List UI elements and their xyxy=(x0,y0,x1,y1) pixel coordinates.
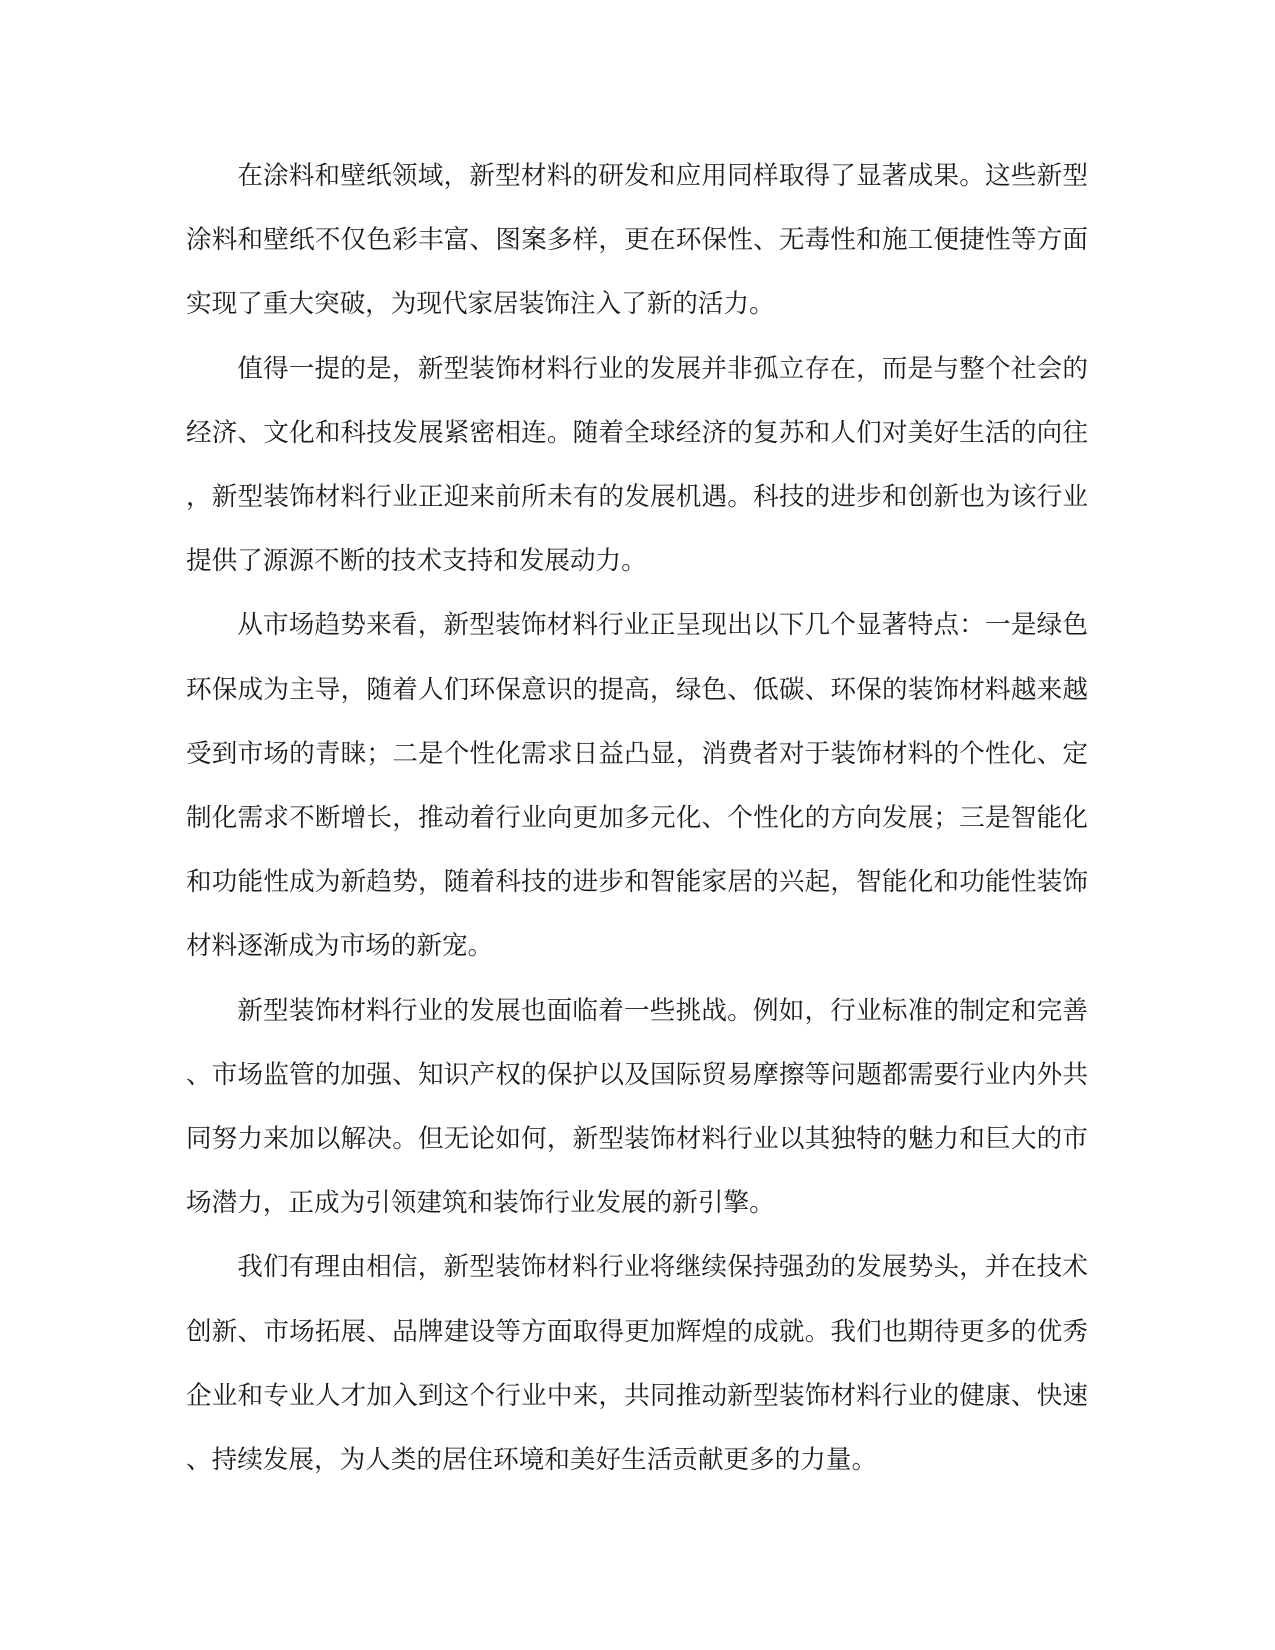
paragraph-coatings-wallpaper: 在涂料和壁纸领域，新型材料的研发和应用同样取得了显著成果。这些新型涂料和壁纸不仅色彩丰富、图案多样，更在环保性、无毒性和施工便捷性等方面实现了重大突破，为现代家居装饰注入了新的活力。 xyxy=(186,162,1088,319)
paragraph-challenges: 新型装饰材料行业的发展也面临着一些挑战。例如，行业标准的制定和完善、市场监管的加强、知识产权的保护以及国际贸易摩擦等问题都需要行业内外共同努力来加以解决。但无论如何，新型装饰材料行业以其独特的魅力和巨大的市场潜力，正成为引领建筑和装饰行业发展的新引擎。 xyxy=(186,996,1088,1218)
paragraph-outlook: 我们有理由相信，新型装饰材料行业将继续保持强劲的发展势头，并在技术创新、市场拓展、品牌建设等方面取得更加辉煌的成就。我们也期待更多的优秀企业和专业人才加入到这个行业中来，共同推动新型装饰材料行业的健康、快速、持续发展，为人类的居住环境和美好生活贡献更多的力量。 xyxy=(186,1253,1088,1475)
paragraph-industry-connection: 值得一提的是，新型装饰材料行业的发展并非孤立存在，而是与整个社会的经济、文化和科技发展紧密相连。随着全球经济的复苏和人们对美好生活的向往，新型装饰材料行业正迎来前所未有的发展机遇。科技的进步和创新也为该行业提供了源源不断的技术支持和发展动力。 xyxy=(186,354,1088,576)
paragraph-market-trends: 从市场趋势来看，新型装饰材料行业正呈现出以下几个显著特点：一是绿色环保成为主导，随着人们环保意识的提高，绿色、低碳、环保的装饰材料越来越受到市场的青睐；二是个性化需求日益凸显，消费者对于装饰材料的个性化、定制化需求不断增长，推动着行业向更加多元化、个性化的方向发展；三是智能化和功能性成为新趋势，随着科技的进步和智能家居的兴起，智能化和功能性装饰材料逐渐成为市场的新宠。 xyxy=(186,611,1088,961)
